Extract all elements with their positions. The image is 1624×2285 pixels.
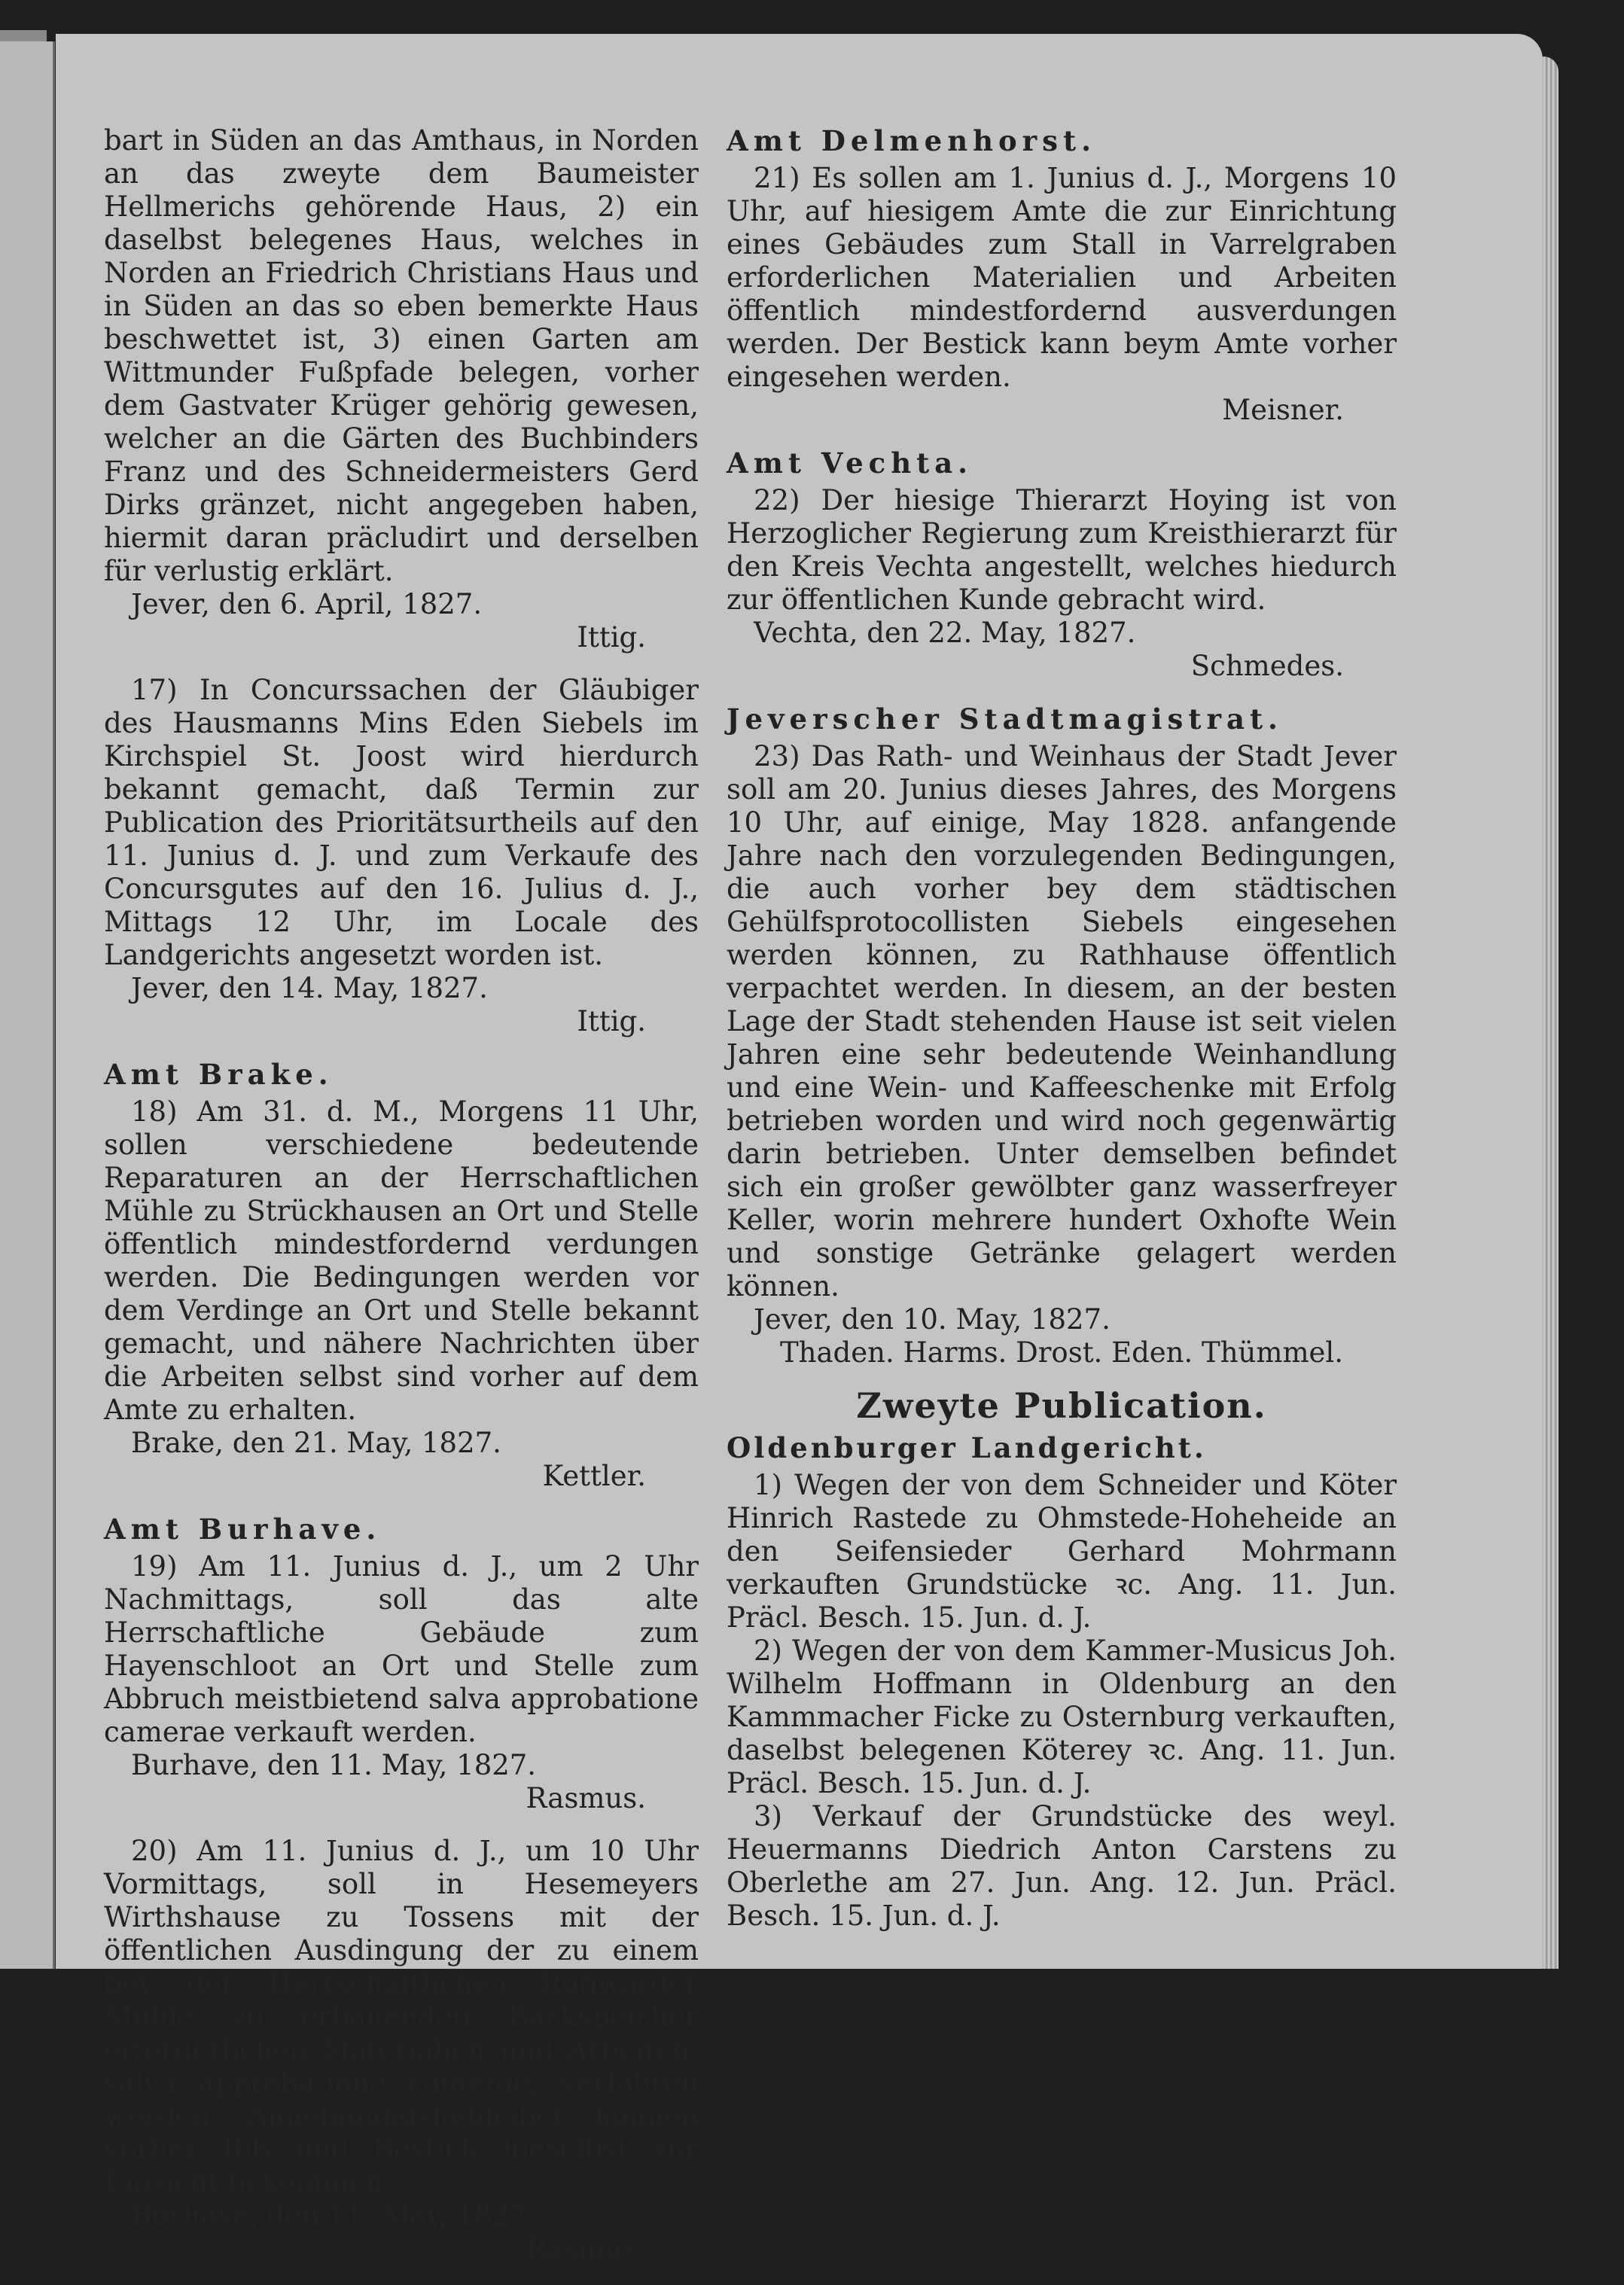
heading-oldenburger-landgericht: Oldenburger Landgericht. [727,1431,1207,1464]
heading-amt-delmenhorst: Amt Delmenhorst. [727,124,1096,157]
publication-heading: Zweyte Publication. [856,1385,1267,1426]
notice-18-signature: Kettler. [542,1460,646,1492]
publication-entry-3: 3) Verkauf der Grundstücke des weyl. Heuermanns Diedrich Anton Carstens zu Oberlethe am 27. Jun. Ang. 12. Jun. Präcl. Besch. 15. Jun. d. J. [727,1800,1397,1932]
notice-21-signature: Meisner. [1222,394,1344,426]
left-column [104,124,699,2285]
notice-22-date: Vechta, den 22. May, 1827. [754,617,1136,649]
notice-23: 23) Das Rath- und Weinhaus der Stadt Jever soll am 20. Junius dieses Jahres, des Morgens 10 Uhr, auf einige, May 1828. anfangende Jahre nach den vorzulegenden Bedingungen, die auch vorher bey dem städtischen Gehülfsprotocollisten Siebels eingesehen werden können, zu Rathhause öffentlich verpachtet werden. In diesem, an der besten Lage der Stadt stehenden Hause ist seit vielen Jahren eine sehr bedeutende Weinhandlung und eine Wein- und Kaffeeschenke mit Erfolg betrieben worden und wird noch gegenwärtig darin betrieben. Unter demselben befindet sich ein großer gewölbter ganz wasserfreyer Keller, worin mehrere hundert Oxhofte Wein und sonstige Getränke gelagert werden können. [727,740,1397,1302]
notice-17-date: Jever, den 14. May, 1827. [131,972,488,1004]
heading-amt-vechta: Amt Vechta. [727,446,973,480]
notice-16-signature: Ittig. [577,621,646,654]
heading-amt-brake: Amt Brake. [104,1058,334,1091]
publication-entry-1: 1) Wegen der von dem Schneider und Köter Hinrich Rastede zu Ohmstede-Hoheheide an den Seifensieder Gerhard Mohrmann verkauften Grundstücke ꝛc. Ang. 11. Jun. Präcl. Besch. 15. Jun. d. J. [727,1469,1397,1634]
notice-19: 19) Am 11. Junius d. J., um 2 Uhr Nachmittags, soll das alte Herrschaftliche Gebäude zum Hayenschloot an Ort und Stelle zum Abbruch meistbietend salva approbatione camerae verkauft werden. [104,1550,699,1748]
notice-23-date: Jever, den 10. May, 1827. [754,1303,1111,1336]
notice-16-continued: bart in Süden an das Amthaus, in Norden an das zweyte dem Baumeister Hellmerichs gehörende Haus, 2) ein daselbst belegenes Haus, welches in Norden an Friedrich Christians Haus und in Süden an das so eben bemerkte Haus beschwettet ist, 3) einen Garten am Wittmunder Fußpfade belegen, vorher dem Gastvater Krüger gehörig gewesen, welcher an die Gärten des Buchbinders Franz und des Schneidermeisters Gerd Dirks gränzet, nicht angegeben haben, hiermit daran präcludirt und derselben für verlustig erklärt. [104,124,699,587]
notice-18: 18) Am 31. d. M., Morgens 11 Uhr, sollen verschiedene bedeutende Reparaturen an der Herrschaftlichen Mühle zu Strückhausen an Ort und Stelle öffentlich mindestfordernd verdungen werden. Die Bedingungen werden vor dem Verdinge an Ort und Stelle bekannt gemacht, und nähere Nachrichten über die Arbeiten selbst sind vorher auf dem Amte zu erhalten. [104,1095,699,1426]
notice-22: 22) Der hiesige Thierarzt Hoying ist von Herzoglicher Regierung zum Kreisthierarzt für den Kreis Vechta angestellt, welches hiedurch zur öffentlichen Kunde gebracht wird. [727,484,1397,616]
notice-18-date: Brake, den 21. May, 1827. [131,1427,501,1459]
notice-17: 17) In Concurssachen der Gläubiger des Hausmanns Mins Eden Siebels im Kirchspiel St. Joost wird hierdurch bekannt gemacht, daß Termin zur Publication des Prioritätsurtheils auf den 11. Junius d. J. und zum Verkaufe des Concursgutes auf den 16. Julius d. J., Mittags 12 Uhr, im Locale des Landgerichts angesetzt worden ist. [104,674,699,971]
facing-page-edge [0,41,55,1969]
notice-16-date: Jever, den 6. April, 1827. [131,588,483,620]
notice-20-date: Burhave, den 11. May, 1827. [131,2199,537,2232]
notice-20-signature: Rasmus. [526,2232,646,2265]
notice-19-signature: Rasmus. [526,1782,646,1814]
notice-22-signature: Schmedes. [1190,650,1344,682]
right-column [727,124,1397,1933]
heading-jeverscher-stadtmagistrat: Jeverscher Stadtmagistrat. [727,702,1283,736]
notice-17-signature: Ittig. [577,1005,646,1037]
notice-23-signatures: Thaden. Harms. Drost. Eden. Thümmel. [779,1336,1344,1369]
heading-amt-burhave: Amt Burhave. [104,1513,382,1546]
notice-20: 20) Am 11. Junius d. J., um 10 Uhr Vormittags, soll in Hesemeyers Wirthshause zu Tossens mit der öffentlichen Ausdingung der zu einem bey der Herrschaftlichen Ruhwarder Mühle zu erbauenden Backspeicher erforderlichen Materialien und Arbeiten, salva approbatione camerae, verfahren werden. Annehmungsliebhaber können vorher Riß und Bestick hieselbst zur Einsicht bekommen. [104,1835,699,2198]
publication-entry-2: 2) Wegen der von dem Kammer-Musicus Joh. Wilhelm Hoffmann in Oldenburg an den Kammmacher Ficke zu Osternburg verkauften, daselbst belegenen Köterey ꝛc. Ang. 11. Jun. Präcl. Besch. 15. Jun. d. J. [727,1635,1397,1799]
notice-19-date: Burhave, den 11. May, 1827. [131,1749,537,1781]
notice-21: 21) Es sollen am 1. Junius d. J., Morgens 10 Uhr, auf hiesigem Amte die zur Einrichtung eines Gebäudes zum Stall in Varrelgraben erforderlichen Materialien und Arbeiten öffentlich mindestfordernd ausverdungen werden. Der Bestick kann beym Amte vorher eingesehen werden. [727,162,1397,393]
